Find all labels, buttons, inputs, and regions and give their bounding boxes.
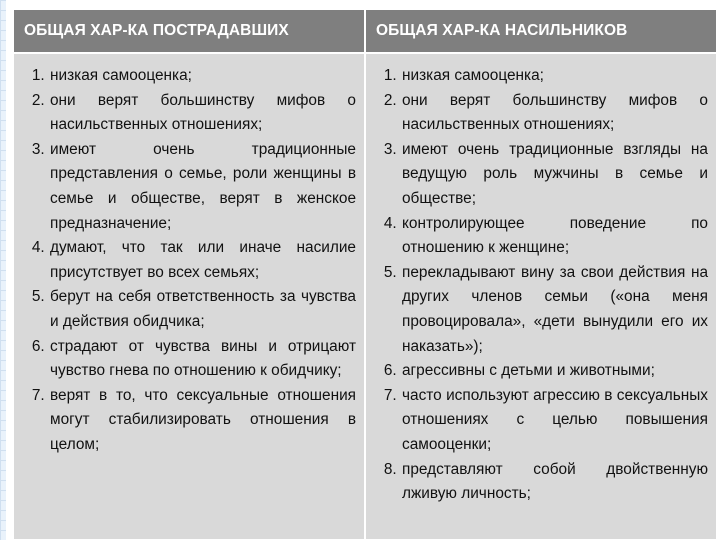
comparison-table [12, 8, 718, 541]
slide [6, 0, 720, 540]
list-item: 4. думают, что так или иначе насилие присутствует во всех семьях; [49, 236, 356, 285]
list-item: 5. берут на себя ответственность за чувства и действия обидчика; [49, 285, 356, 334]
list-item: 1. низкая самооценка; [401, 64, 708, 89]
list-item: 2. они верят большинству мифов о насильственных отношениях; [401, 89, 708, 138]
abusers-cell [365, 53, 717, 540]
victims-list [24, 64, 356, 458]
table-header-row [13, 9, 717, 53]
list-item: 1. низкая самооценка; [49, 64, 356, 89]
list-item: 5. перекладывают вину за свои действия на других членов семьи («она меня провоцировала», «дети вынудили его их наказать»); [401, 261, 708, 359]
list-item: 6. агрессивны с детьми и животными; [401, 359, 708, 384]
abusers-list [376, 64, 708, 507]
list-item: 3. имеют очень традиционные взгляды на ведущую роль мужчины в семье и обществе; [401, 138, 708, 212]
list-item: 6. страдают от чувства вины и отрицают чувство гнева по отношению к обидчику; [49, 335, 356, 384]
list-item: 3. имеют очень традиционные представления о семье, роли женщины в семье и обществе, верят в женское предназначение; [49, 138, 356, 236]
table-body-row [13, 53, 717, 540]
list-item: 7. часто используют агрессию в сексуальных отношениях с целью повышения самооценки; [401, 384, 708, 458]
victims-cell [13, 53, 365, 540]
list-item: 8. представляют собой двойственную лживую личность; [401, 458, 708, 507]
victims-column-header: ОБЩАЯ ХАР-КА ПОСТРАДАВШИХ [13, 9, 365, 53]
list-item: 2. они верят большинству мифов о насильственных отношениях; [49, 89, 356, 138]
list-item: 7. верят в то, что сексуальные отношения могут стабилизировать отношения в целом; [49, 384, 356, 458]
abusers-column-header: ОБЩАЯ ХАР-КА НАСИЛЬНИКОВ [365, 9, 717, 53]
list-item: 4. контролирующее поведение по отношению к женщине; [401, 212, 708, 261]
